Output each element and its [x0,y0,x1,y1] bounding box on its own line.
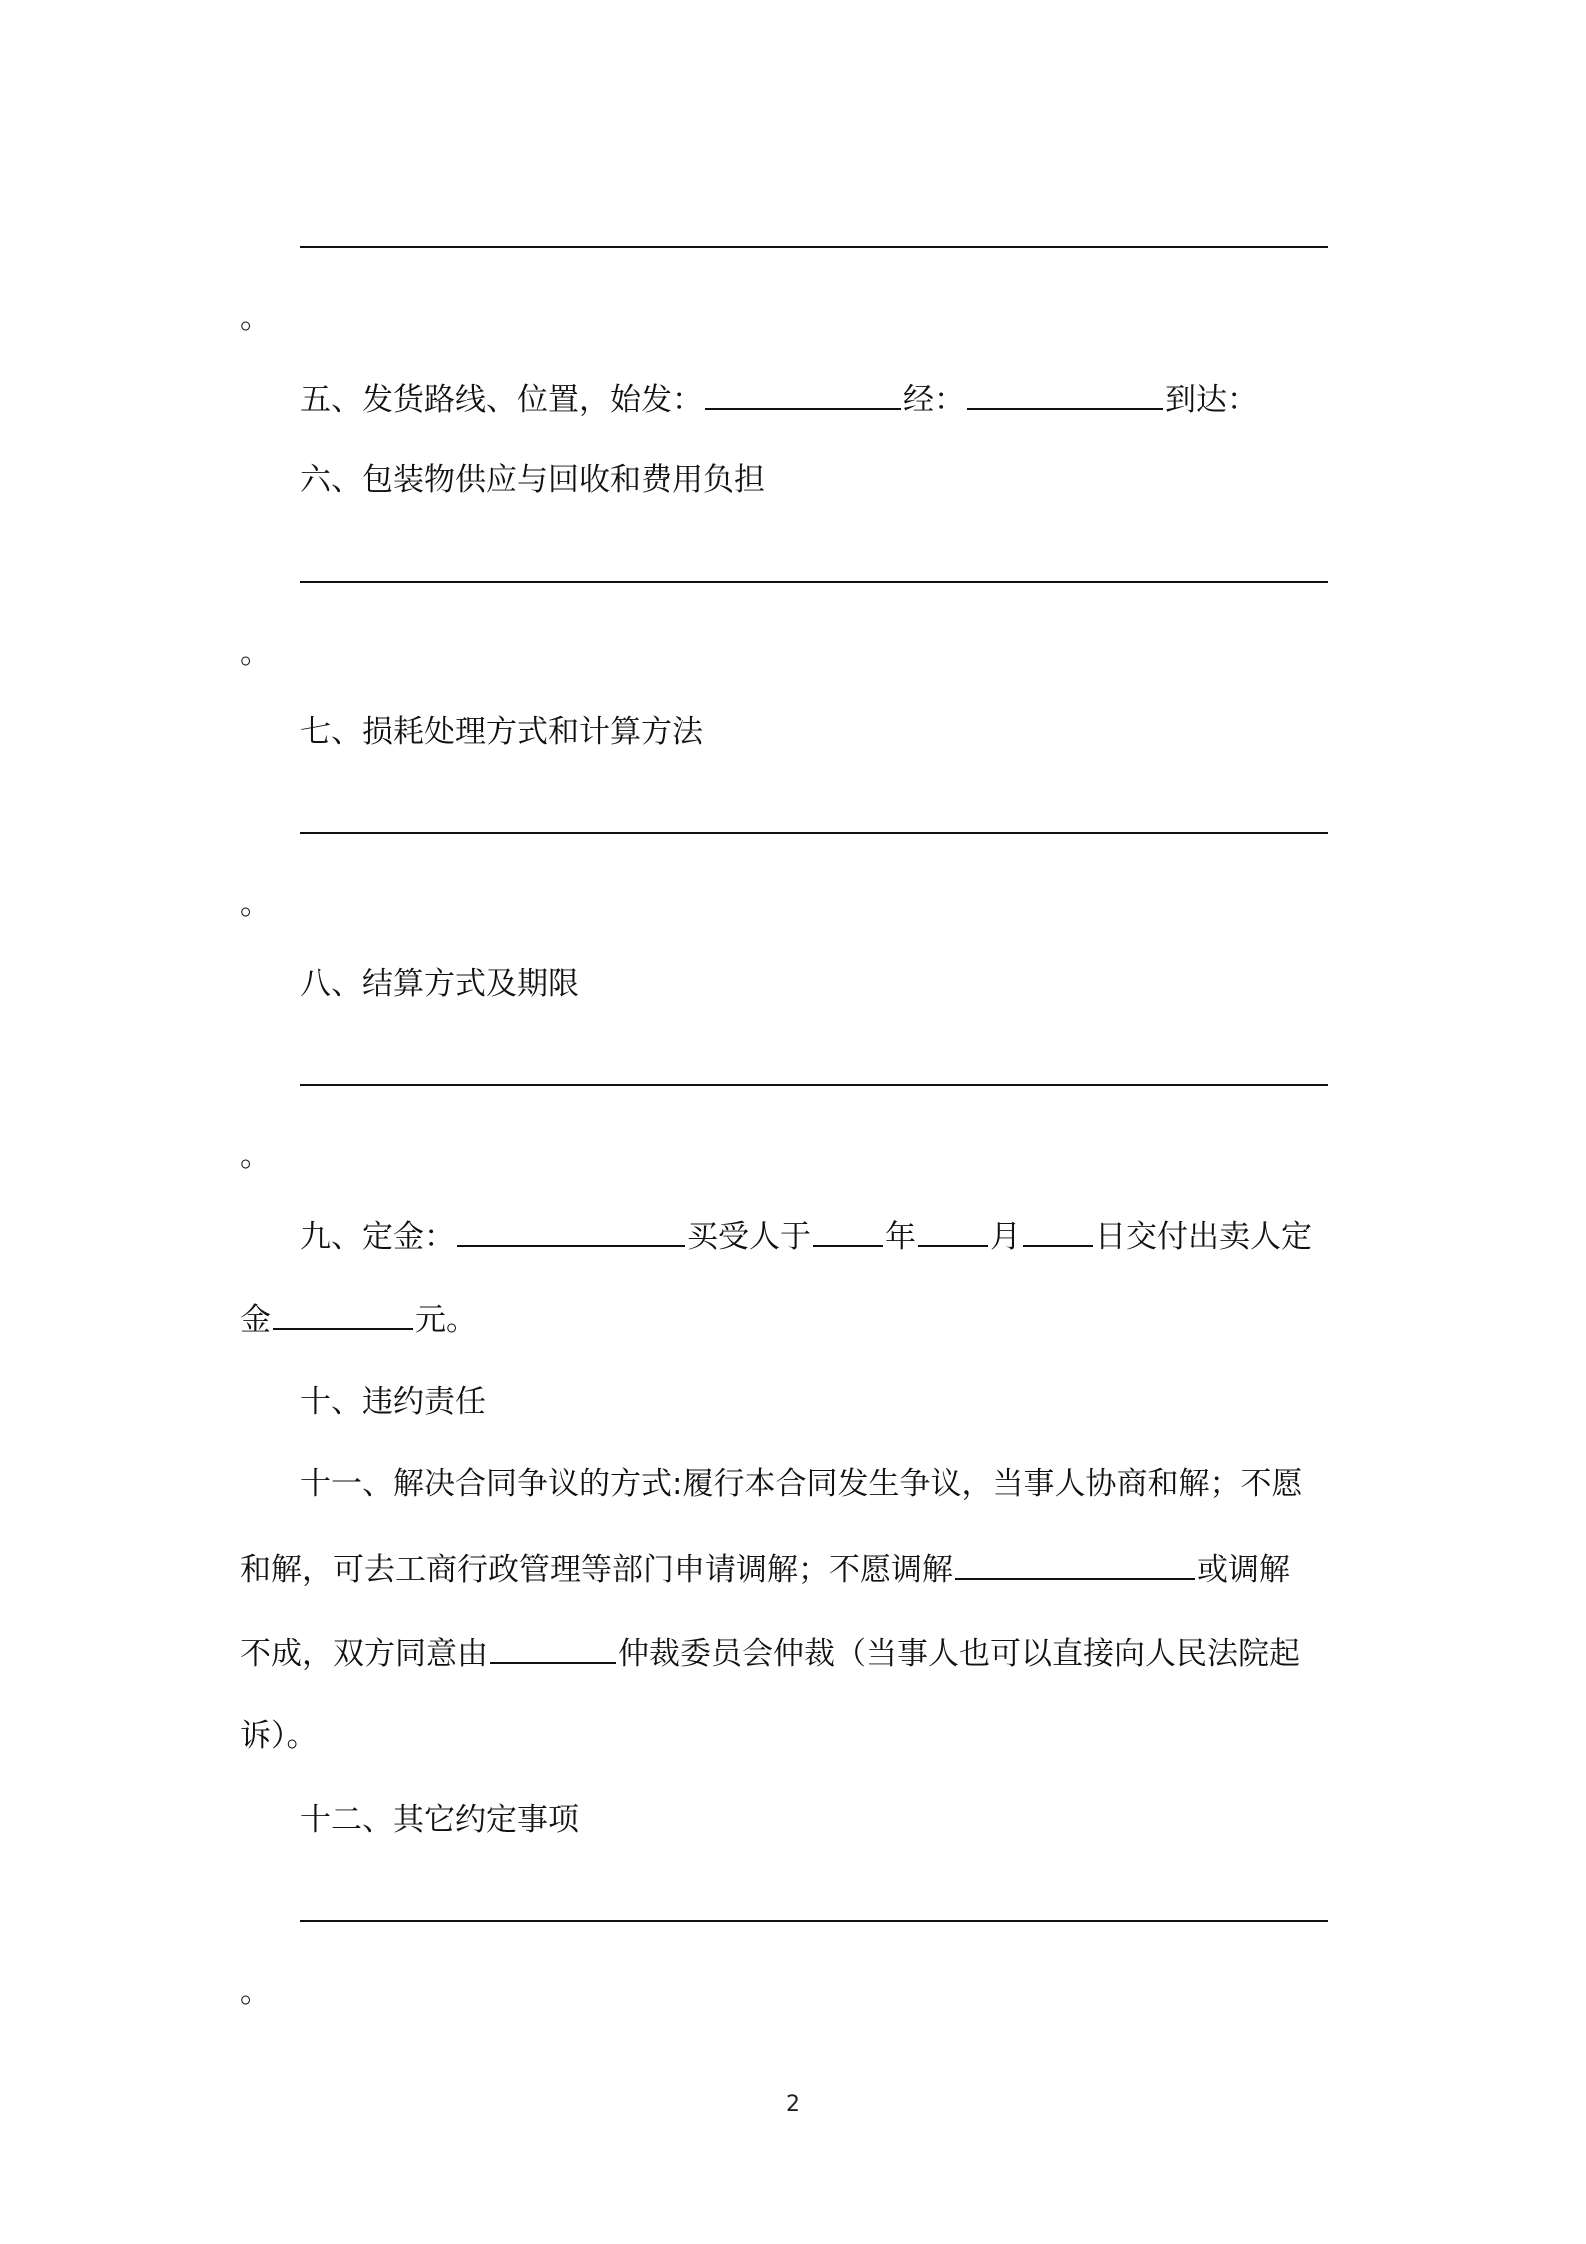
fill-line [300,1084,1328,1086]
period-mark: 。 [240,886,271,922]
section-9-line1 [300,1215,1312,1257]
section-11-line2b: 或调解 [1197,1552,1290,1588]
section-9-line2b: 元。 [415,1302,477,1338]
period-mark: 。 [240,1974,271,2010]
section-10-title: 十、违约责任 [300,1384,486,1420]
section-5-arrive: 到达： [1165,382,1258,418]
section-9-year: 年 [885,1219,916,1255]
section-9-day: 日交付出卖人定 [1095,1219,1312,1255]
section-9-line2 [240,1298,477,1340]
section-9-month: 月 [990,1219,1021,1255]
section-11-line2 [240,1548,1290,1590]
blank-amount [273,1298,413,1330]
blank-origin [705,378,901,410]
section-9-line2a: 金 [240,1302,271,1338]
section-11-line3a: 不成，双方同意由 [240,1636,488,1672]
section-5-via: 经： [903,382,965,418]
section-11-line4: 诉）。 [240,1718,318,1754]
section-12-title: 十二、其它约定事项 [300,1802,579,1838]
blank-via [967,378,1163,410]
fill-line [300,581,1328,583]
fill-line [300,1920,1328,1922]
section-6-title: 六、包装物供应与回收和费用负担 [300,462,765,498]
section-11-line2a: 和解，可去工商行政管理等部门申请调解；不愿调解 [240,1552,953,1588]
blank-deposit [457,1215,685,1247]
blank-day [1023,1215,1093,1247]
fill-line [300,246,1328,248]
section-9-buyer: 买受人于 [687,1219,811,1255]
blank-year [813,1215,883,1247]
section-11-line3b: 仲裁委员会仲裁（当事人也可以直接向人民法院起 [618,1636,1300,1672]
section-11-line3 [240,1632,1300,1674]
section-5-line [300,378,1258,420]
blank-month [918,1215,988,1247]
fill-line [300,832,1328,834]
blank-arbitration [490,1632,616,1664]
section-11-line1: 十一、解决合同争议的方式:履行本合同发生争议，当事人协商和解；不愿 [300,1466,1303,1502]
section-5-label: 五、发货路线、位置，始发： [300,382,703,418]
section-7-title: 七、损耗处理方式和计算方法 [300,714,703,750]
page-number: 2 [786,2092,800,2117]
period-mark: 。 [240,300,271,336]
blank-mediation [955,1548,1195,1580]
section-8-title: 八、结算方式及期限 [300,966,579,1002]
section-9-label: 九、定金： [300,1219,455,1255]
period-mark: 。 [240,1138,271,1174]
period-mark: 。 [240,635,271,671]
